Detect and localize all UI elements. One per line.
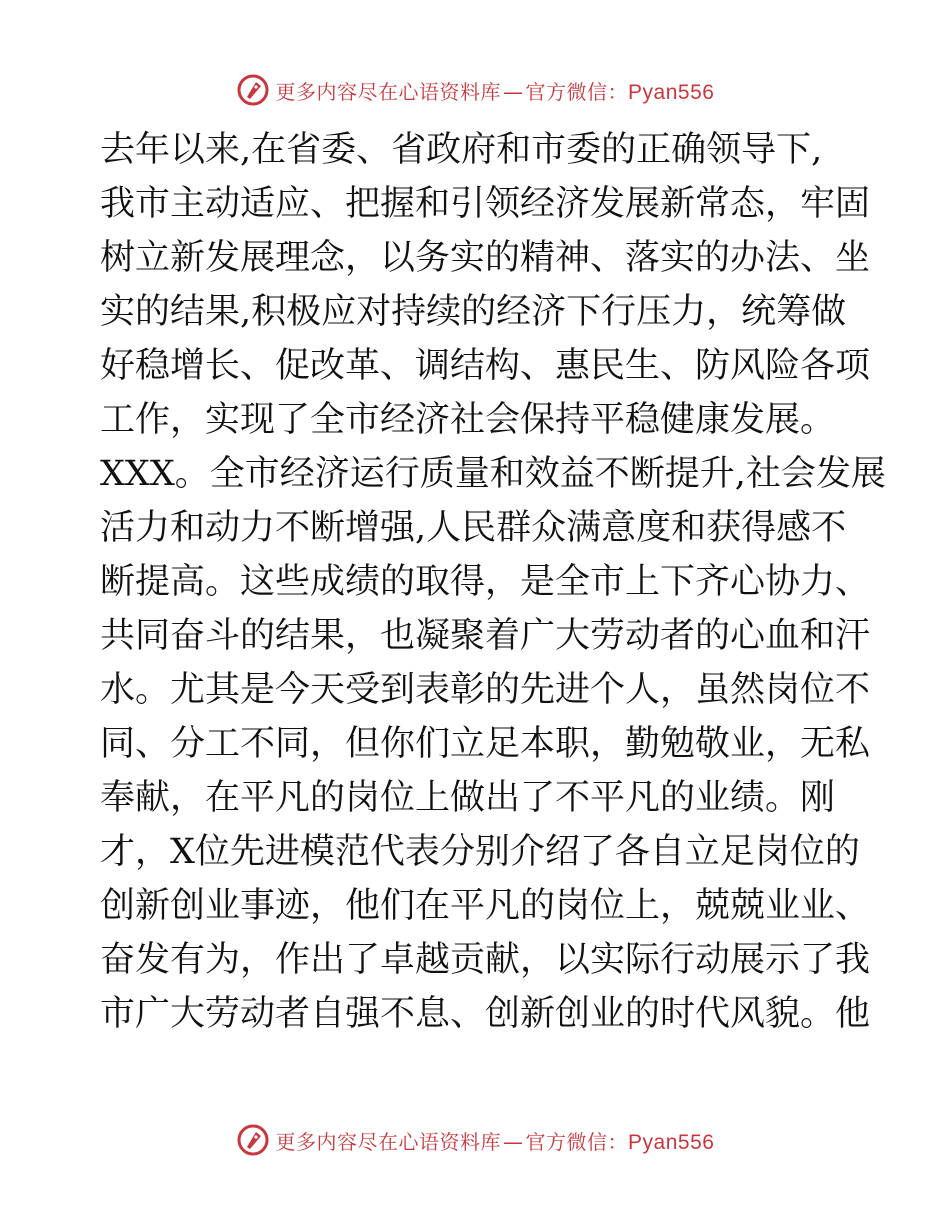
pen-nib-logo-icon [236, 73, 270, 107]
text-line: 奉献，在平凡的岗位上做出了不平凡的业绩。刚 [100, 778, 836, 818]
text-line: 好稳增长、促改革、调结构、惠民生、防风险各项 [100, 346, 871, 386]
text-line: 才，X位先进模范代表分别介绍了各自立足岗位的 [100, 832, 860, 872]
watermark-separator: — [503, 79, 524, 104]
text-line: 同、分工不同，但你们立足本职，勤勉敬业，无私 [100, 724, 871, 764]
watermark-handle: Pyan556 [628, 1130, 715, 1154]
text-line: 活力和动力不断增强,人民群众满意度和获得感不 [100, 508, 847, 548]
document-body [100, 123, 886, 1041]
text-line: 去年以来,在省委、省政府和市委的正确领导下, [100, 130, 823, 170]
text-line: XXX。全市经济运行质量和效益不断提升,社会发展 [100, 454, 886, 494]
text-line: 工作，实现了全市经济社会保持平稳健康发展。 [100, 400, 836, 440]
watermark-text [276, 76, 715, 105]
watermark-separator: — [503, 1129, 524, 1154]
text-line: 创新创业事迹，他们在平凡的岗位上，兢兢业业、 [100, 886, 871, 926]
text-line: 市广大劳动者自强不息、创新创业的时代风貌。他 [100, 994, 871, 1034]
text-line: 实的结果,积极应对持续的经济下行压力，统筹做 [100, 292, 847, 332]
text-line: 我市主动适应、把握和引领经济发展新常态，牢固 [100, 184, 871, 224]
pen-nib-logo-icon [236, 1123, 270, 1157]
text-line: 树立新发展理念，以务实的精神、落实的办法、坐 [100, 238, 871, 278]
text-line: 共同奋斗的结果，也凝聚着广大劳动者的心血和汗 [100, 616, 871, 656]
footer-watermark [0, 1120, 950, 1160]
watermark-text [276, 1126, 715, 1155]
watermark-site-name: 更多内容尽在心语资料库 [275, 79, 502, 104]
text-line: 奋发有为，作出了卓越贡献，以实际行动展示了我 [100, 940, 871, 980]
text-line: 断提高。这些成绩的取得，是全市上下齐心协力、 [100, 562, 871, 602]
watermark-contact-label: 官方微信： [525, 1129, 629, 1154]
header-watermark [0, 70, 950, 110]
text-line: 水。尤其是今天受到表彰的先进个人，虽然岗位不 [100, 670, 871, 710]
watermark-handle: Pyan556 [628, 80, 715, 104]
watermark-contact-label: 官方微信： [525, 79, 629, 104]
watermark-site-name: 更多内容尽在心语资料库 [275, 1129, 502, 1154]
